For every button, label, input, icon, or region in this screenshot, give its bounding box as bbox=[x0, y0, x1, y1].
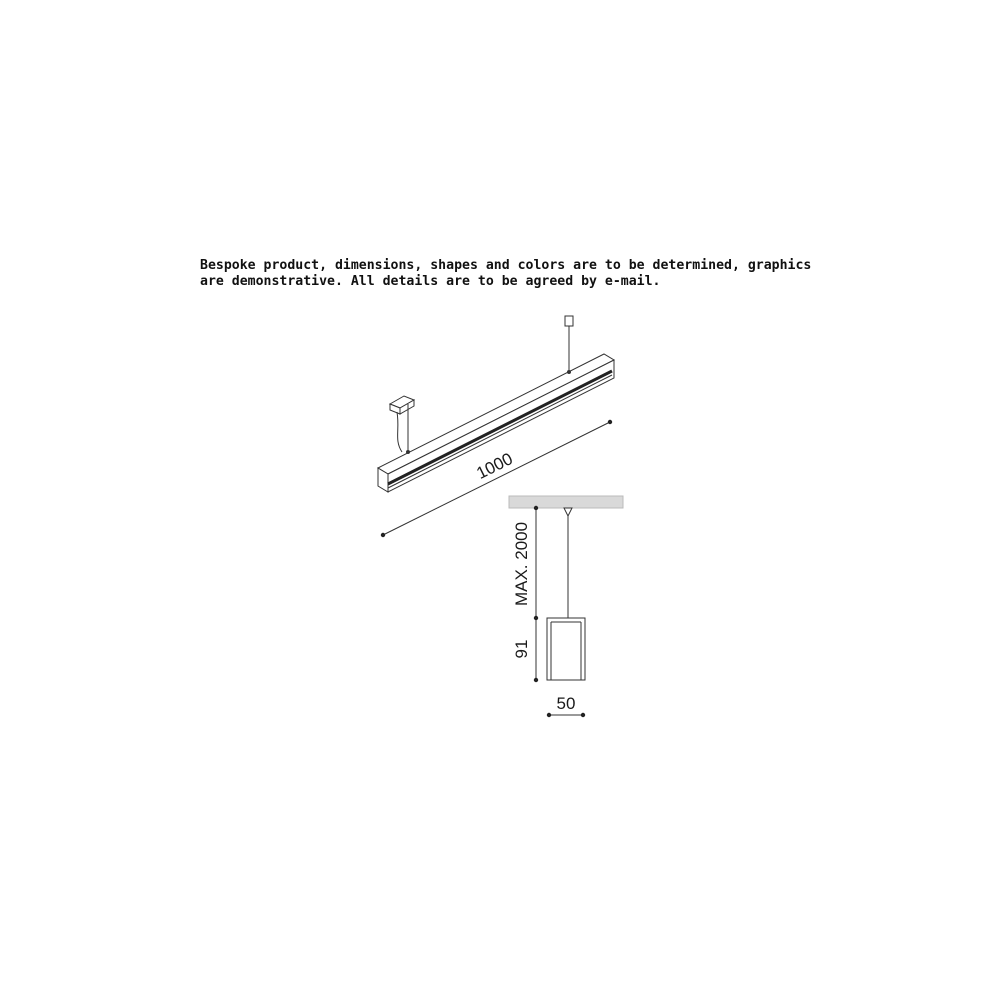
disclaimer-line-2: are demonstrative. All details are to be agreed by e-mail. bbox=[200, 274, 661, 289]
suspension-cable bbox=[564, 508, 572, 618]
right-ceiling-canopy bbox=[565, 316, 573, 370]
suspension-label: MAX. 2000 bbox=[512, 521, 531, 607]
luminaire-section bbox=[547, 618, 585, 680]
length-label: 1000 bbox=[473, 449, 516, 484]
width-label: 50 bbox=[556, 694, 576, 713]
ceiling bbox=[509, 496, 623, 508]
height-label: 91 bbox=[512, 639, 531, 659]
left-ceiling-canopy bbox=[390, 396, 414, 452]
disclaimer-line-1: Bespoke product, dimensions, shapes and colors are to be determined, graphics bbox=[200, 258, 812, 273]
width-dimension bbox=[547, 713, 585, 717]
height-dimensions bbox=[534, 506, 538, 682]
